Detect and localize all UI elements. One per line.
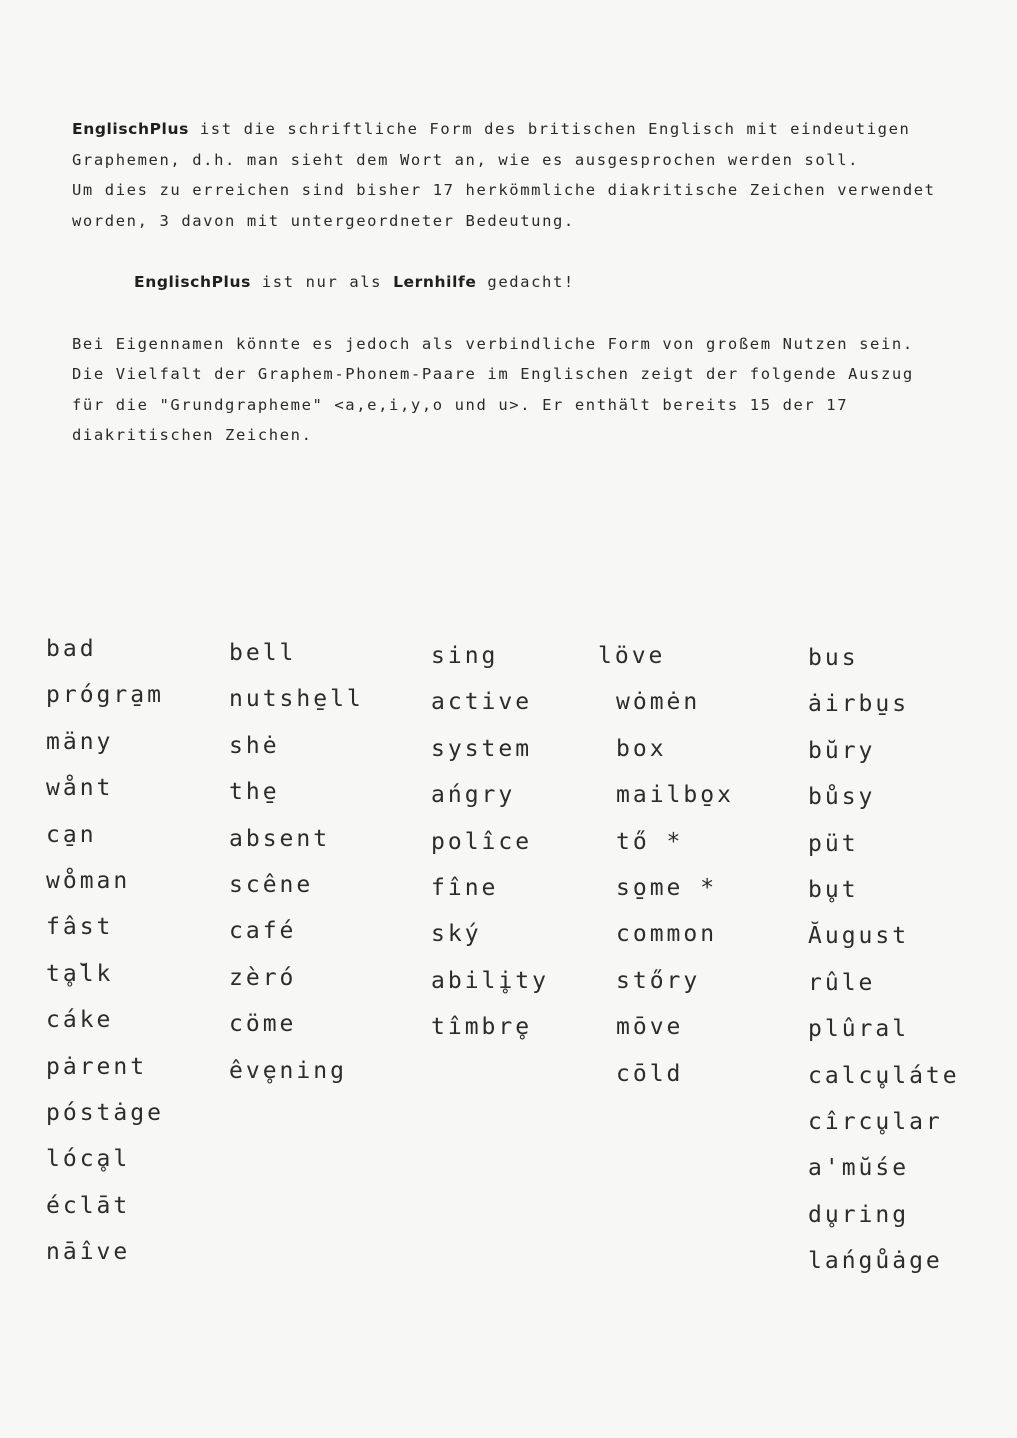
word-item: fîne [431, 875, 499, 901]
intro-paragraph-3: Bei Eigennamen könnte es jedoch als verbindliche Form von großem Nutzen sein. [72, 334, 914, 353]
word-item: löve [598, 643, 666, 669]
word-item: scêne [229, 872, 314, 898]
word-item: abili̥ty [431, 967, 549, 994]
word-item: tő * [616, 828, 684, 855]
word-item: bu̥t [808, 877, 859, 903]
intro-paragraph-1 [72, 114, 952, 175]
word-item: êve̥ning [229, 1057, 347, 1084]
word-item: bůsy [808, 784, 876, 811]
word-item: mailbo̱x [616, 782, 734, 809]
word-item: éclāt [46, 1192, 131, 1219]
word-item: sing [431, 643, 499, 669]
word-item: polîce [431, 828, 533, 855]
word-item: ský [431, 921, 482, 948]
intro-text [72, 114, 952, 451]
word-item: nutshe̱ll [229, 686, 364, 713]
word-item: cōld [616, 1060, 684, 1087]
word-item: cöme [229, 1011, 297, 1038]
word-item: prógra̱m [46, 682, 164, 709]
word-item: stőry [616, 967, 701, 994]
word-item: pȧrent [46, 1053, 148, 1080]
word-item: ca̱n [46, 821, 97, 848]
word-item: common [616, 921, 718, 948]
brand-name: EnglischPlus [72, 120, 189, 138]
word-item: plûral [808, 1016, 910, 1043]
word-item: system [431, 735, 533, 762]
word-item: cáke [46, 1007, 114, 1034]
word-item: lańgůȧge [808, 1248, 943, 1275]
word-item: lócḁl [46, 1146, 131, 1173]
note-text-mid: ist nur als [250, 273, 394, 291]
word-item: so̱me * [616, 875, 718, 901]
word-item: póstȧge [46, 1100, 164, 1126]
word-item: calcu̥láte [808, 1062, 960, 1089]
word-item: bell [229, 640, 297, 666]
word-item: absent [229, 825, 331, 852]
word-item: du̥ring [808, 1201, 910, 1228]
word-item: café [229, 918, 297, 945]
note-brand-name: EnglischPlus [134, 273, 251, 291]
word-item: fâst [46, 914, 114, 941]
word-item: the̱ [229, 779, 280, 806]
word-item: a'mŭśe [808, 1155, 910, 1182]
word-item: shė [229, 732, 280, 759]
word-item: tḁ̆lk [46, 960, 114, 987]
word-item: box [616, 735, 667, 762]
word-item: bus [808, 645, 859, 671]
word-item: nāîve [46, 1239, 131, 1266]
word-item: bad [46, 636, 97, 662]
word-item: wånt [46, 775, 114, 802]
word-item: active [431, 689, 533, 716]
word-item: mäny [46, 728, 114, 755]
learning-aid-note [72, 267, 952, 298]
word-item: püt [808, 830, 859, 857]
word-item: cîrcu̥lar [808, 1109, 943, 1135]
word-item: ȧirbu̱s [808, 691, 910, 718]
word-item: rûle [808, 969, 876, 996]
word-item: Ăugust [808, 923, 910, 950]
word-item: wo̊man [46, 868, 131, 894]
word-item: tîmbre̥ [431, 1014, 533, 1041]
intro-paragraph-1-text: ist die schriftliche Form des britischen Englisch mit eindeutigen Graphemen, d.h. man sieht dem Wort an, wie es ausgesprochen werden soll. [72, 120, 911, 169]
word-item: bŭry [808, 737, 876, 764]
note-emphasis: Lernhilfe [393, 273, 477, 291]
intro-paragraph-2: Um dies zu erreichen sind bisher 17 herkömmliche diakritische Zeichen verwendet worden, 3 davon mit untergeordneter Bedeutung. [72, 181, 936, 230]
word-item: ańgry [431, 782, 516, 809]
word-item: zèró [229, 964, 297, 991]
intro-paragraph-4: Die Vielfalt der Graphem-Phonem-Paare im Englischen zeigt der folgende Auszug für die "Grundgrapheme" <a,e,i,y,o und u>. Er enthält bereits 15 der 17 diakritischen Zeichen. [72, 365, 914, 444]
word-item: wȯmėn [616, 689, 701, 716]
note-text-end: gedacht! [476, 273, 575, 291]
word-item: mōve [616, 1014, 684, 1041]
